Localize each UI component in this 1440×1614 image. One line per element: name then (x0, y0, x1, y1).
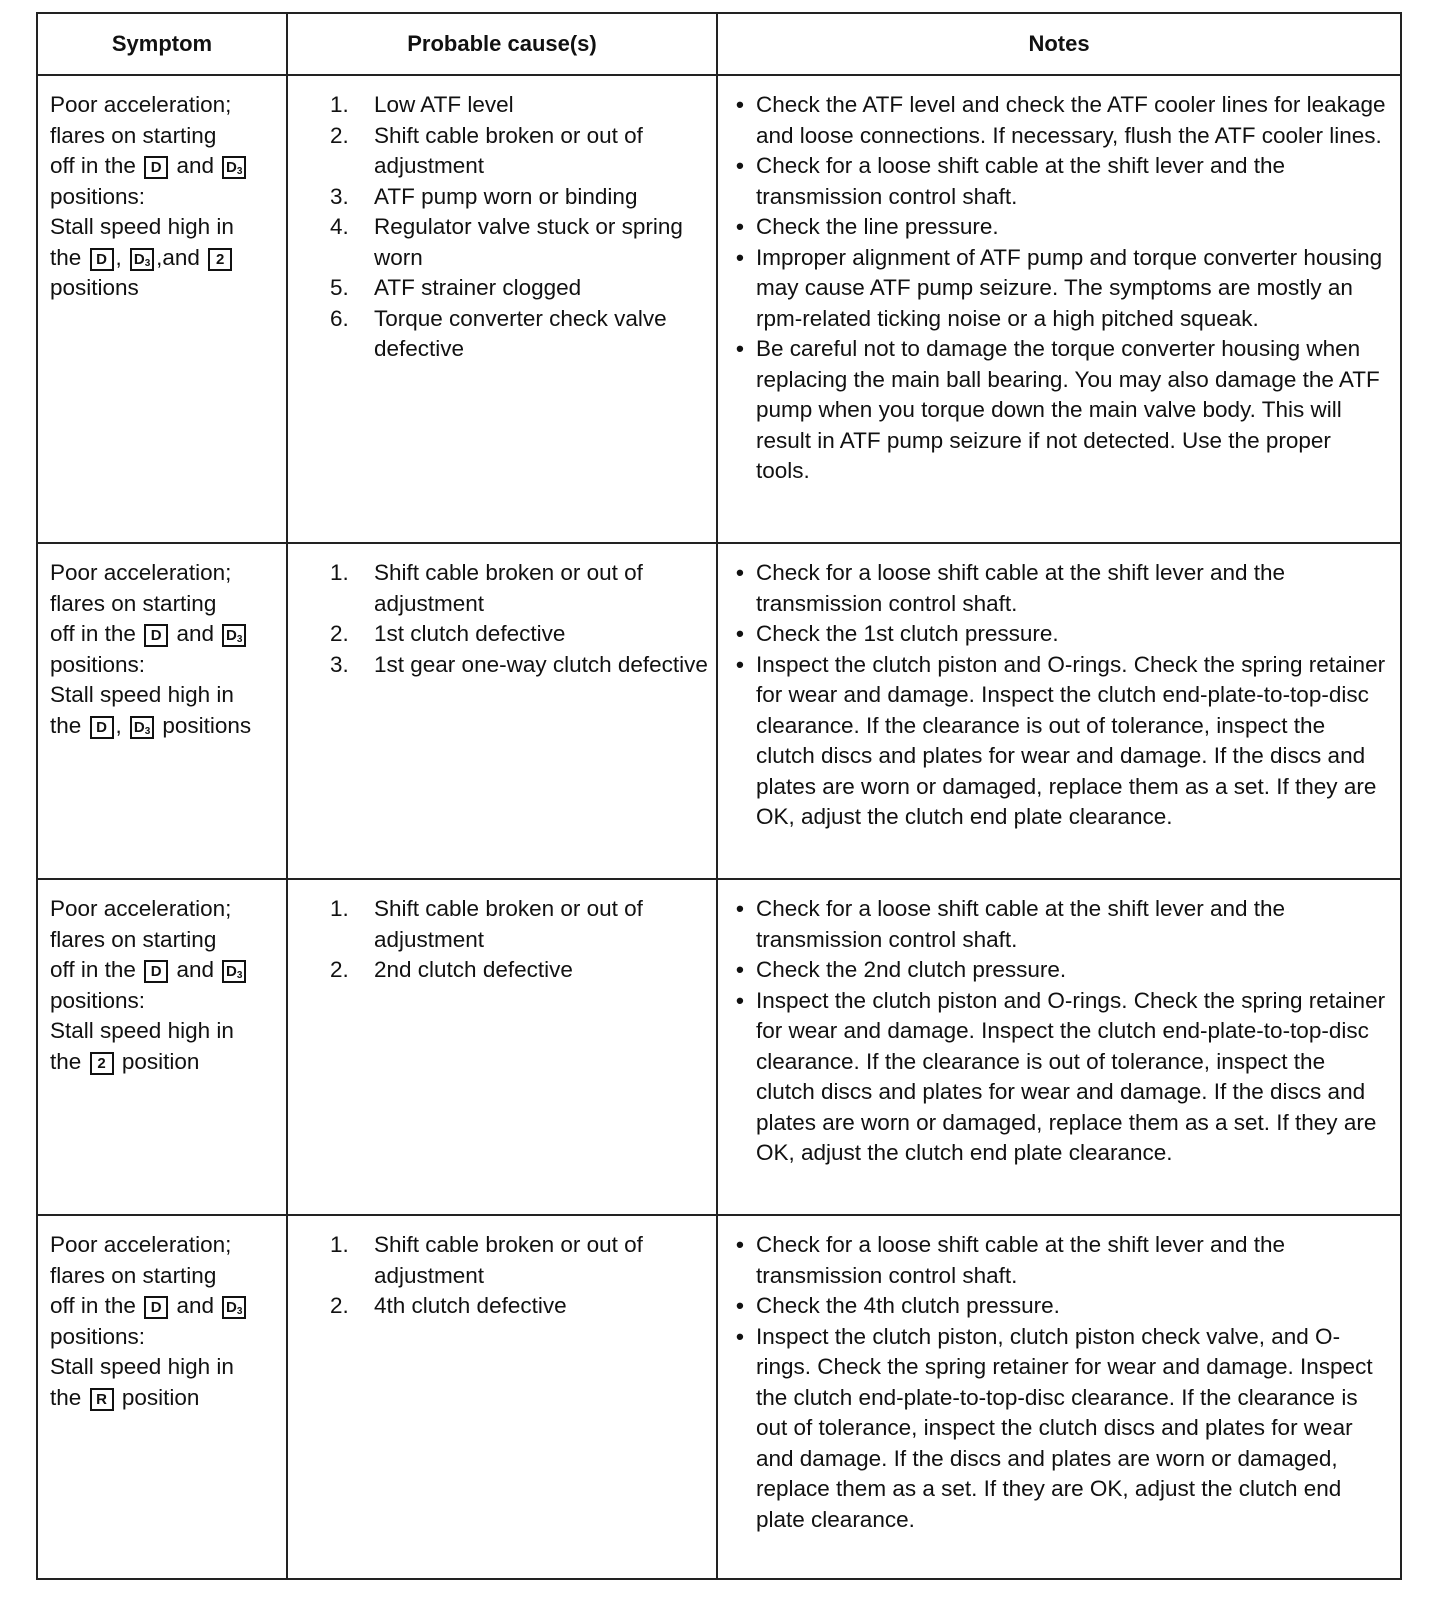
symptom-line (50, 243, 276, 274)
position-d3-icon (222, 156, 246, 179)
cause-cell (287, 543, 717, 879)
bullet-icon: • (736, 244, 744, 270)
cause-number: 1. (330, 896, 349, 921)
notes-cell (717, 75, 1401, 543)
position-d3-icon (130, 248, 154, 271)
symptom-text: off in the (50, 621, 136, 646)
cause-text: ATF strainer clogged (374, 275, 582, 300)
bullet-icon: • (736, 987, 744, 1013)
table-row (37, 879, 1401, 1215)
position-d3-sub: 3 (236, 1306, 243, 1317)
bullet-icon: • (736, 957, 744, 982)
position-d3-letter: D (133, 250, 145, 268)
list-item (736, 212, 1390, 243)
bullet-icon: • (736, 1293, 744, 1318)
note-text: Be careful not to damage the torque converter housing when replacing the main ball bearing. You may also damage the ATF pump when you torque down the main valve body. This will result in ATF pump seizure if not detected. Use the proper tools. (756, 336, 1380, 483)
notes-list (736, 1230, 1390, 1535)
cause-list (330, 558, 708, 680)
notes-list (736, 90, 1390, 487)
note-text: Check for a loose shift cable at the shift lever and the transmission control shaft. (756, 1232, 1286, 1288)
bullet-icon: • (736, 1323, 744, 1349)
cause-text: Torque converter check valve defective (374, 305, 667, 361)
table-row (37, 1215, 1401, 1579)
list-item (330, 121, 708, 182)
cause-number: 1. (330, 560, 349, 585)
cause-text: Regulator valve stuck or spring worn (374, 214, 683, 270)
header-notes: Notes (717, 13, 1401, 75)
cause-number: 6. (330, 305, 349, 331)
symptom-text: positions (162, 712, 252, 738)
note-text: Check for a loose shift cable at the shift lever and the transmission control shaft. (756, 153, 1286, 209)
list-item (736, 986, 1390, 1169)
note-text: Check for a loose shift cable at the shift lever and the transmission control shaft. (756, 560, 1286, 616)
symptom-text: off in the (50, 957, 136, 982)
symptom-line (50, 955, 276, 986)
list-item (330, 273, 708, 304)
cause-cell (287, 1215, 717, 1579)
position-d-icon: D (144, 156, 168, 179)
list-item (330, 1230, 708, 1291)
cause-text: ATF pump worn or binding (374, 183, 638, 209)
symptom-line: Stall speed high in (50, 1354, 234, 1379)
list-item (736, 558, 1390, 619)
position-d3-letter: D (226, 159, 237, 176)
symptom-text: and (176, 621, 214, 646)
symptom-line: Poor acceleration; (50, 896, 232, 921)
list-item (330, 304, 708, 365)
symptom-line: Poor acceleration; (50, 560, 232, 585)
list-item (330, 1291, 708, 1322)
symptom-text: , (115, 712, 122, 738)
position-d-icon: D (144, 624, 168, 647)
cause-list (330, 90, 708, 365)
list-item (330, 558, 708, 619)
bullet-icon: • (736, 92, 744, 117)
cause-list (330, 894, 708, 986)
note-text: Inspect the clutch piston, clutch piston check valve, and O-rings. Check the spring retainer for wear and damage. Inspect the clutch end-plate-to-top-disc clearance. If the clearance is out of tolerance, inspect the clutch discs and plates for wear and damage. If the discs and plates are worn or damaged, replace them as a set. If they are OK, adjust the clutch end plate clearance. (756, 1323, 1373, 1532)
notes-cell (717, 543, 1401, 879)
symptom-line (50, 1291, 276, 1322)
note-text: Check the ATF level and check the ATF cooler lines for leakage and loose connections. If necessary, flush the ATF cooler lines. (756, 92, 1386, 148)
symptom-text: position (121, 1384, 200, 1410)
bullet-icon: • (736, 651, 744, 677)
list-item (330, 182, 708, 213)
position-d3-icon (222, 1296, 246, 1319)
symptom-text: the (50, 244, 82, 270)
header-row (37, 13, 1401, 75)
list-item (736, 1230, 1390, 1291)
symptom-cell (37, 879, 287, 1215)
symptom-line: Stall speed high in (50, 1018, 234, 1043)
list-item (330, 894, 708, 955)
cause-text: 1st gear one-way clutch defective (374, 651, 708, 677)
symptom-text: the (50, 1048, 82, 1074)
note-text: Check the 2nd clutch pressure. (756, 957, 1067, 982)
position-d3-sub: 3 (144, 257, 151, 269)
position-d3-sub: 3 (144, 725, 151, 737)
cause-number: 2. (330, 957, 349, 982)
list-item (736, 1322, 1390, 1536)
symptom-text: and (176, 957, 214, 982)
symptom-line: Poor acceleration; (50, 92, 232, 117)
position-d3-letter: D (226, 963, 237, 980)
list-item (330, 619, 708, 650)
header-probable-causes: Probable cause(s) (287, 13, 717, 75)
list-item (736, 955, 1390, 986)
symptom-line (50, 711, 276, 742)
symptom-line: Poor acceleration; (50, 1232, 232, 1257)
position-d3-sub: 3 (236, 166, 243, 177)
position-d3-icon (130, 716, 154, 739)
cause-number: 3. (330, 183, 349, 209)
position-d3-letter: D (226, 1299, 237, 1316)
note-text: Improper alignment of ATF pump and torque converter housing may cause ATF pump seizure. The symptoms are mostly an rpm-related ticking noise or a high pitched squeak. (756, 244, 1383, 331)
cause-text: 1st clutch defective (374, 621, 566, 646)
symptom-text: and (176, 153, 214, 178)
list-item (736, 1291, 1390, 1322)
list-item (330, 955, 708, 986)
note-text: Check the 1st clutch pressure. (756, 621, 1059, 646)
position-2-icon: 2 (90, 1052, 114, 1075)
cause-cell (287, 75, 717, 543)
bullet-icon: • (736, 214, 744, 239)
position-d-icon: D (90, 248, 114, 271)
symptom-line: Stall speed high in (50, 682, 234, 707)
position-r-icon: R (90, 1388, 114, 1411)
symptom-line: positions: (50, 1323, 146, 1349)
position-2-icon: 2 (208, 248, 232, 271)
cause-text: Shift cable broken or out of adjustment (374, 560, 643, 616)
cause-text: 2nd clutch defective (374, 957, 573, 982)
cause-number: 3. (330, 651, 349, 677)
symptom-line: positions: (50, 183, 146, 209)
cause-list (330, 1230, 708, 1322)
notes-cell (717, 1215, 1401, 1579)
note-text: Inspect the clutch piston and O-rings. Check the spring retainer for wear and damage. Inspect the clutch end-plate-to-top-disc clearance. If the clearance is out of tolerance, inspect the clutch discs and plates for wear and damage. If the discs and plates are worn or damaged, replace them as a set. If they are OK, adjust the clutch end plate clearance. (756, 987, 1386, 1165)
list-item (330, 212, 708, 273)
symptom-text: the (50, 712, 82, 738)
symptom-text: off in the (50, 153, 136, 178)
symptom-text: the (50, 1384, 82, 1410)
list-item (736, 650, 1390, 833)
position-d3-sub: 3 (236, 970, 243, 981)
list-item (330, 90, 708, 121)
symptom-line (50, 1047, 276, 1078)
symptom-line: Stall speed high in (50, 214, 234, 239)
position-d3-letter: D (226, 627, 237, 644)
cause-number: 4. (330, 214, 349, 239)
position-d-icon: D (144, 960, 168, 983)
symptom-line: flares on starting (50, 926, 217, 952)
list-item (736, 90, 1390, 151)
symptom-cell (37, 543, 287, 879)
cause-number: 2. (330, 122, 349, 148)
symptom-text: and (176, 1293, 214, 1318)
symptom-cell (37, 75, 287, 543)
position-d-icon: D (90, 716, 114, 739)
bullet-icon: • (736, 896, 744, 921)
position-d3-icon (222, 960, 246, 983)
cause-number: 2. (330, 621, 349, 646)
position-d3-sub: 3 (236, 634, 243, 645)
symptom-line: flares on starting (50, 1262, 217, 1288)
symptom-text: , (115, 244, 122, 270)
symptom-line (50, 619, 276, 650)
symptom-line (50, 1383, 276, 1414)
list-item (736, 151, 1390, 212)
symptom-text: position (121, 1048, 200, 1074)
list-item (330, 650, 708, 681)
list-item (736, 619, 1390, 650)
cause-text: Shift cable broken or out of adjustment (374, 122, 643, 178)
symptom-cell (37, 1215, 287, 1579)
list-item (736, 334, 1390, 487)
note-text: Check the line pressure. (756, 214, 999, 239)
cause-number: 1. (330, 92, 349, 117)
bullet-icon: • (736, 621, 744, 646)
notes-list (736, 894, 1390, 1169)
troubleshooting-table (36, 12, 1402, 1580)
notes-cell (717, 879, 1401, 1215)
bullet-icon: • (736, 336, 744, 361)
symptom-text: ,and (156, 244, 200, 270)
table-row (37, 543, 1401, 879)
cause-cell (287, 879, 717, 1215)
cause-text: Low ATF level (374, 92, 514, 117)
symptom-line (50, 151, 276, 182)
symptom-line: positions: (50, 987, 146, 1013)
note-text: Check for a loose shift cable at the shift lever and the transmission control shaft. (756, 896, 1286, 952)
note-text: Inspect the clutch piston and O-rings. Check the spring retainer for wear and damage. Inspect the clutch end-plate-to-top-disc clearance. If the clearance is out of tolerance, inspect the clutch discs and plates for wear and damage. If the discs and plates are worn or damaged, replace them as a set. If they are OK, adjust the clutch end plate clearance. (756, 651, 1386, 829)
note-text: Check the 4th clutch pressure. (756, 1293, 1060, 1318)
cause-number: 1. (330, 1232, 349, 1257)
symptom-line: positions: (50, 651, 146, 677)
notes-list (736, 558, 1390, 833)
symptom-line: positions (50, 275, 139, 300)
bullet-icon: • (736, 1232, 744, 1257)
bullet-icon: • (736, 560, 744, 585)
table-row (37, 75, 1401, 543)
position-d-icon: D (144, 1296, 168, 1319)
symptom-line: flares on starting (50, 122, 217, 148)
cause-text: 4th clutch defective (374, 1293, 567, 1318)
cause-text: Shift cable broken or out of adjustment (374, 1232, 643, 1288)
position-d3-letter: D (133, 718, 145, 736)
bullet-icon: • (736, 153, 744, 178)
list-item (736, 894, 1390, 955)
symptom-line: flares on starting (50, 590, 217, 616)
cause-text: Shift cable broken or out of adjustment (374, 896, 643, 952)
list-item (736, 243, 1390, 335)
cause-number: 2. (330, 1293, 349, 1318)
header-symptom: Symptom (37, 13, 287, 75)
position-d3-icon (222, 624, 246, 647)
cause-number: 5. (330, 275, 349, 300)
symptom-text: off in the (50, 1293, 136, 1318)
